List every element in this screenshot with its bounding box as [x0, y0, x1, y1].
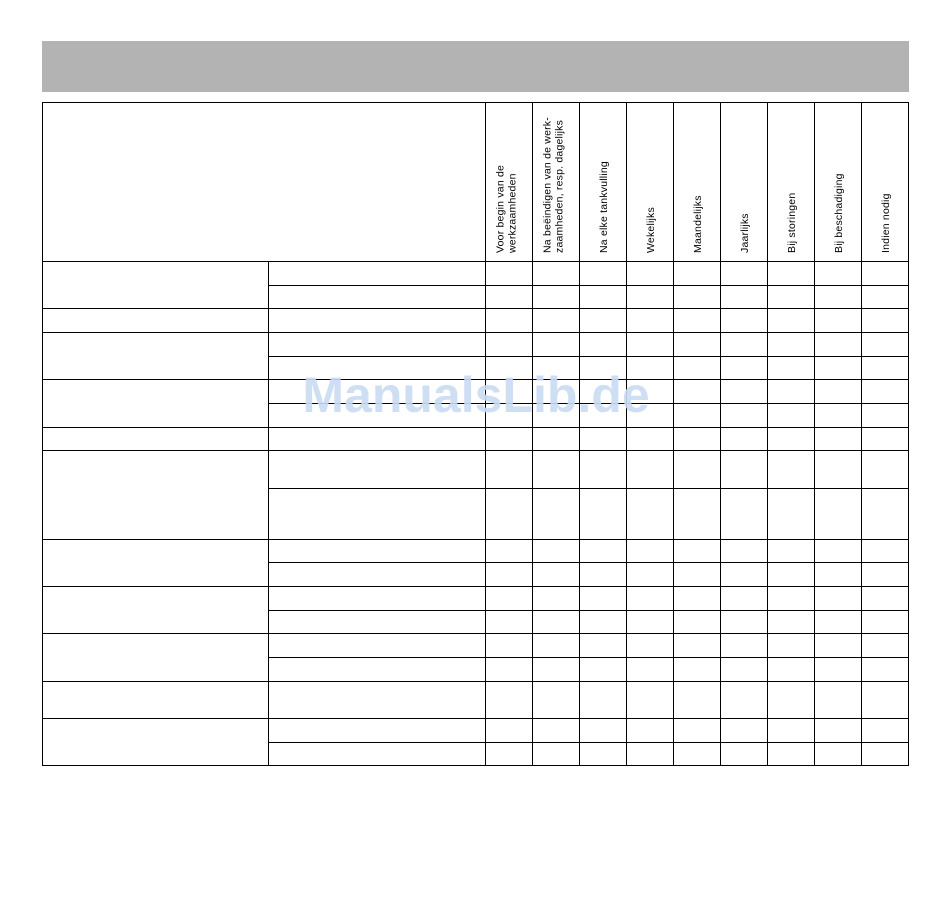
schedule-cell [627, 357, 673, 379]
column-header-label: Bij beschadiging [833, 173, 845, 253]
table-row [486, 309, 908, 332]
schedule-cell [580, 743, 626, 765]
schedule-cell [533, 404, 579, 427]
schedule-cell [721, 587, 767, 610]
schedule-cell [815, 357, 861, 379]
table-cells [486, 262, 908, 765]
schedule-cell [862, 587, 908, 610]
schedule-cell [533, 719, 579, 742]
schedule-cell [533, 262, 579, 285]
column-header-label: Bij storingen [786, 192, 798, 253]
schedule-cell [674, 540, 720, 562]
schedule-cell [580, 262, 626, 285]
table-row [486, 357, 908, 379]
schedule-cell [486, 611, 532, 633]
schedule-cell [627, 428, 673, 450]
schedule-cell [862, 357, 908, 379]
column-header-label: zaamheden, resp. dagelijks [553, 119, 566, 253]
schedule-cell [486, 286, 532, 308]
schedule-cell [674, 719, 720, 742]
schedule-cell [768, 380, 814, 403]
schedule-cell [674, 743, 720, 765]
schedule-cell [533, 658, 579, 681]
schedule-cell [674, 262, 720, 285]
column-header-label: Na elke tankvulling [598, 161, 610, 253]
schedule-cell [768, 682, 814, 718]
schedule-cell [768, 587, 814, 610]
schedule-cell [580, 489, 626, 539]
schedule-cell [721, 451, 767, 488]
watermark: ManualsLib.de [302, 367, 650, 423]
schedule-cell [815, 743, 861, 765]
schedule-cell [533, 380, 579, 403]
schedule-cell [721, 634, 767, 657]
schedule-cell [674, 563, 720, 586]
schedule-cell [862, 262, 908, 285]
schedule-cell [674, 587, 720, 610]
table-row [486, 262, 908, 285]
schedule-cell [674, 309, 720, 332]
schedule-cell [815, 333, 861, 356]
schedule-cell [721, 611, 767, 633]
schedule-cell [533, 611, 579, 633]
table-row [486, 286, 908, 308]
schedule-cell [768, 262, 814, 285]
schedule-cell [768, 357, 814, 379]
schedule-cell [815, 587, 861, 610]
schedule-cell [627, 611, 673, 633]
schedule-cell [627, 262, 673, 285]
schedule-cell [768, 540, 814, 562]
schedule-cell [486, 451, 532, 488]
schedule-cell [768, 333, 814, 356]
schedule-cell [533, 357, 579, 379]
schedule-cell [768, 634, 814, 657]
table-row [486, 611, 908, 633]
schedule-cell [627, 658, 673, 681]
schedule-cell [486, 428, 532, 450]
table-row [486, 743, 908, 765]
schedule-cell [580, 333, 626, 356]
schedule-cell [533, 540, 579, 562]
schedule-cell [580, 540, 626, 562]
table-row [486, 428, 908, 450]
table-row [486, 489, 908, 539]
schedule-cell [815, 286, 861, 308]
schedule-cell [674, 404, 720, 427]
schedule-cell [533, 333, 579, 356]
schedule-cell [862, 404, 908, 427]
schedule-cell [721, 428, 767, 450]
schedule-cell [486, 357, 532, 379]
schedule-cell [533, 286, 579, 308]
schedule-cell [815, 404, 861, 427]
column-header-label: Voor begin van de [494, 164, 507, 253]
schedule-cell [580, 357, 626, 379]
schedule-cell [580, 563, 626, 586]
schedule-cell [862, 451, 908, 488]
table-row [486, 540, 908, 562]
schedule-cell [674, 357, 720, 379]
schedule-cell [627, 563, 673, 586]
table-row [486, 587, 908, 610]
schedule-cell [815, 262, 861, 285]
schedule-cell [768, 489, 814, 539]
schedule-cell [674, 682, 720, 718]
table-row [486, 451, 908, 488]
table-row [486, 404, 908, 427]
schedule-cell [486, 634, 532, 657]
schedule-cell [486, 563, 532, 586]
schedule-cell [627, 719, 673, 742]
schedule-cell [768, 563, 814, 586]
schedule-cell [533, 451, 579, 488]
schedule-cell [674, 489, 720, 539]
schedule-cell [627, 743, 673, 765]
schedule-cell [815, 489, 861, 539]
schedule-cell [721, 404, 767, 427]
schedule-cell [580, 719, 626, 742]
schedule-cell [486, 540, 532, 562]
schedule-cell [768, 611, 814, 633]
table-row [486, 682, 908, 718]
schedule-cell [815, 634, 861, 657]
schedule-cell [627, 380, 673, 403]
schedule-cell [580, 309, 626, 332]
schedule-cell [862, 634, 908, 657]
schedule-cell [533, 563, 579, 586]
table-row [486, 333, 908, 356]
column-headers [495, 117, 893, 254]
schedule-cell [862, 309, 908, 332]
schedule-cell [768, 658, 814, 681]
schedule-cell [768, 286, 814, 308]
schedule-cell [862, 333, 908, 356]
schedule-cell [721, 333, 767, 356]
schedule-cell [674, 611, 720, 633]
schedule-cell [674, 451, 720, 488]
schedule-cell [721, 262, 767, 285]
schedule-cell [721, 719, 767, 742]
schedule-cell [580, 587, 626, 610]
schedule-cell [721, 309, 767, 332]
schedule-cell [674, 380, 720, 403]
column-header-label: Wekelijks [645, 207, 657, 253]
schedule-cell [768, 451, 814, 488]
schedule-cell [674, 634, 720, 657]
schedule-cell [768, 743, 814, 765]
schedule-cell [768, 719, 814, 742]
schedule-cell [580, 658, 626, 681]
schedule-cell [627, 634, 673, 657]
schedule-cell [486, 309, 532, 332]
schedule-cell [627, 451, 673, 488]
schedule-cell [721, 682, 767, 718]
schedule-cell [533, 682, 579, 718]
schedule-cell [815, 682, 861, 718]
column-header-label: Indien nodig [880, 193, 892, 253]
schedule-cell [862, 719, 908, 742]
schedule-cell [580, 428, 626, 450]
schedule-cell [627, 489, 673, 539]
table-row [486, 380, 908, 403]
schedule-cell [862, 428, 908, 450]
schedule-cell [674, 333, 720, 356]
schedule-cell [862, 743, 908, 765]
schedule-cell [580, 404, 626, 427]
column-header-label: werkzaamheden [506, 173, 519, 253]
schedule-cell [486, 743, 532, 765]
schedule-cell [533, 634, 579, 657]
schedule-cell [768, 309, 814, 332]
schedule-cell [627, 404, 673, 427]
schedule-cell [533, 428, 579, 450]
column-header-label: Na beëindigen van de werk- [541, 117, 554, 253]
schedule-cell [721, 286, 767, 308]
schedule-cell [768, 404, 814, 427]
schedule-cell [627, 587, 673, 610]
schedule-cell [721, 489, 767, 539]
schedule-cell [862, 489, 908, 539]
schedule-cell [862, 380, 908, 403]
schedule-cell [580, 682, 626, 718]
schedule-cell [486, 587, 532, 610]
schedule-cell [627, 540, 673, 562]
schedule-cell [815, 380, 861, 403]
table-row [486, 719, 908, 742]
schedule-cell [533, 743, 579, 765]
schedule-cell [815, 658, 861, 681]
schedule-cell [674, 428, 720, 450]
schedule-cell [721, 658, 767, 681]
schedule-cell [627, 682, 673, 718]
schedule-cell [580, 611, 626, 633]
schedule-cell [674, 286, 720, 308]
schedule-cell [721, 540, 767, 562]
schedule-cell [815, 719, 861, 742]
schedule-cell [721, 563, 767, 586]
table-row [486, 658, 908, 681]
column-header-label: Jaarlijks [739, 213, 751, 253]
schedule-cell [862, 540, 908, 562]
table-row [486, 563, 908, 586]
column-header-label: Maandelijks [692, 195, 704, 253]
schedule-cell [486, 682, 532, 718]
schedule-cell [768, 428, 814, 450]
schedule-cell [486, 489, 532, 539]
schedule-cell [627, 333, 673, 356]
schedule-cell [815, 451, 861, 488]
schedule-cell [486, 658, 532, 681]
schedule-cell [862, 563, 908, 586]
schedule-cell [627, 309, 673, 332]
schedule-cell [721, 357, 767, 379]
schedule-cell [815, 611, 861, 633]
schedule-cell [862, 658, 908, 681]
schedule-cell [486, 333, 532, 356]
schedule-cell [533, 489, 579, 539]
schedule-cell [815, 309, 861, 332]
schedule-cell [486, 380, 532, 403]
schedule-cell [580, 380, 626, 403]
schedule-cell [674, 658, 720, 681]
schedule-cell [815, 428, 861, 450]
schedule-cell [486, 719, 532, 742]
schedule-cell [580, 286, 626, 308]
schedule-cell [862, 682, 908, 718]
schedule-cell [533, 587, 579, 610]
schedule-cell [580, 451, 626, 488]
schedule-cell [862, 611, 908, 633]
schedule-cell [815, 563, 861, 586]
schedule-cell [721, 380, 767, 403]
schedule-cell [580, 634, 626, 657]
schedule-cell [627, 286, 673, 308]
schedule-cell [533, 309, 579, 332]
schedule-cell [486, 262, 532, 285]
table-row [486, 634, 908, 657]
schedule-cell [862, 286, 908, 308]
schedule-cell [815, 540, 861, 562]
schedule-cell [721, 743, 767, 765]
schedule-cell [486, 404, 532, 427]
